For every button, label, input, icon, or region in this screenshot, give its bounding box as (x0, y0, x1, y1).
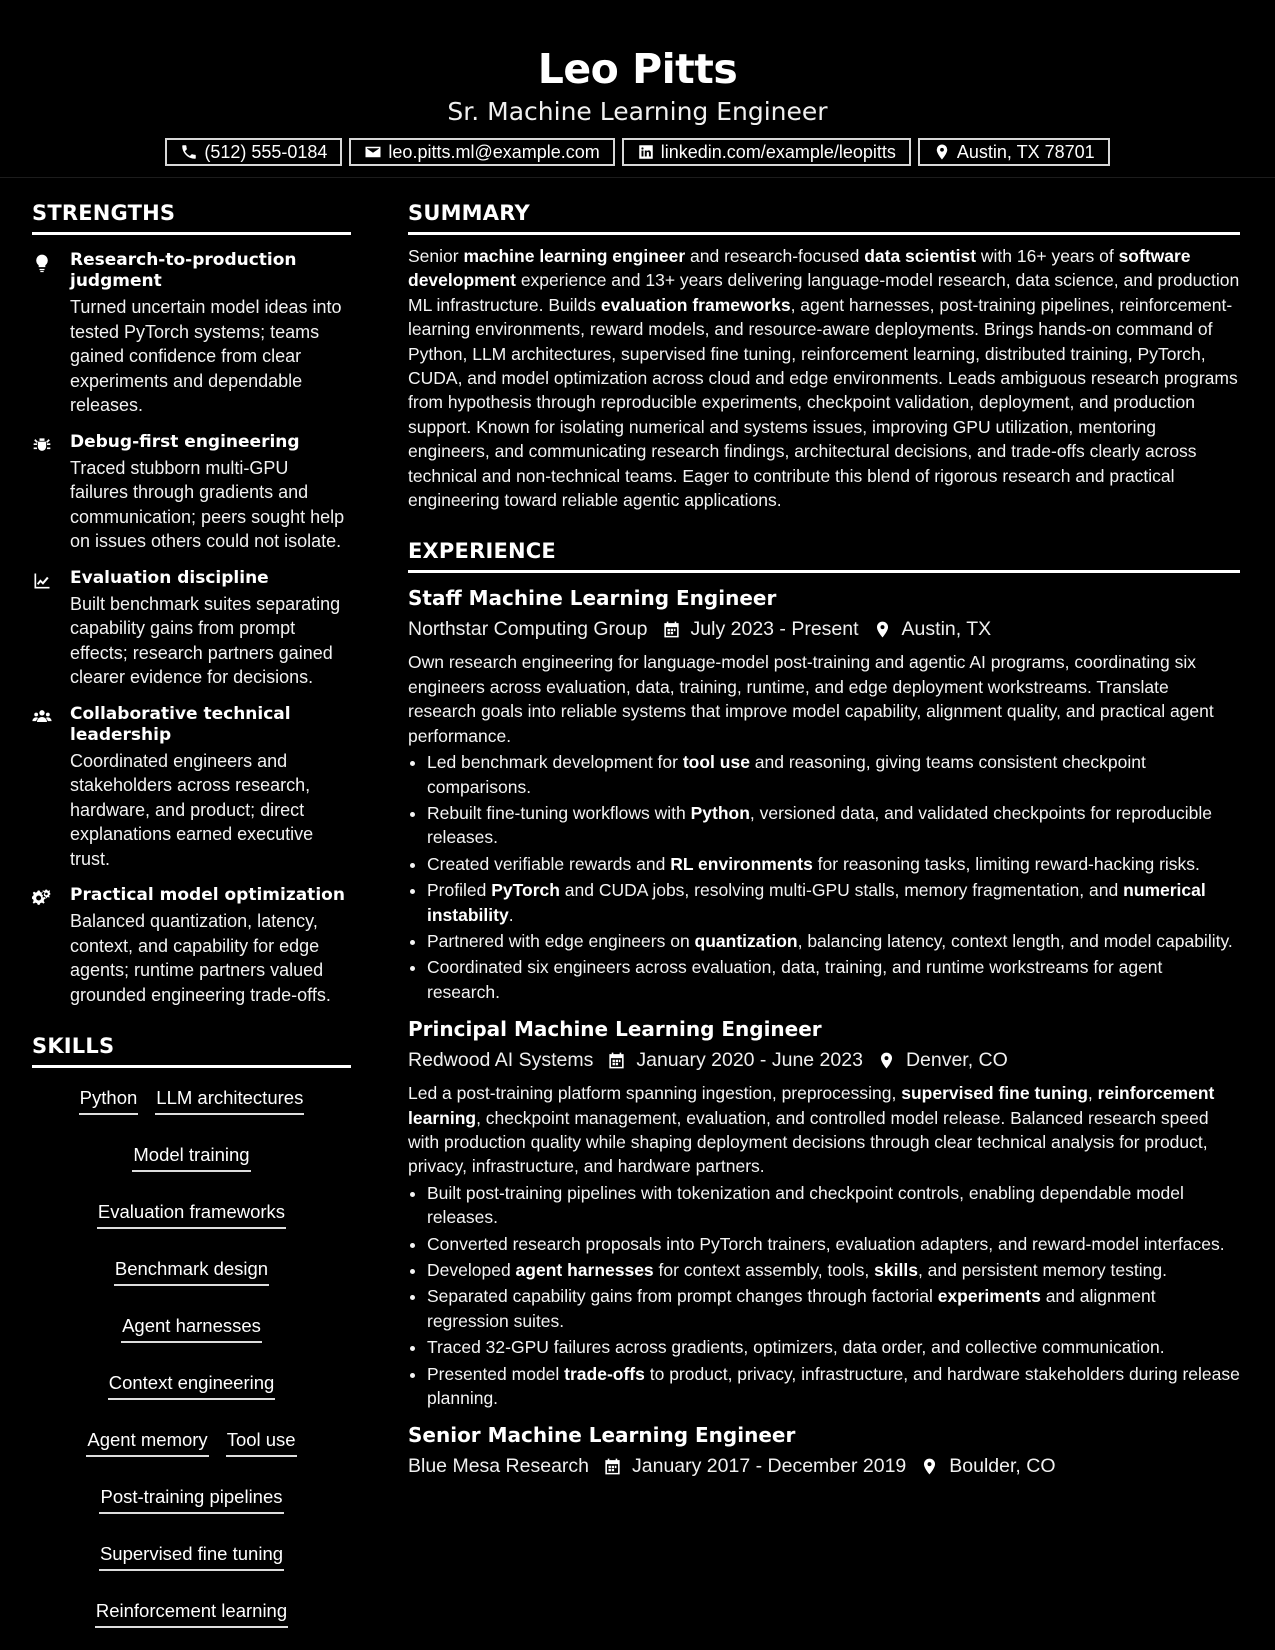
map-pin-icon (933, 143, 951, 161)
strength-item (32, 704, 351, 872)
skill-tag: Agent memory (86, 1428, 208, 1457)
strength-desc: Built benchmark suites separating capability gains from prompt effects; research partners gained clearer evidence for decisions. (70, 593, 341, 687)
users-icon (32, 707, 52, 727)
job-company: Redwood AI Systems (408, 1049, 594, 1072)
skills-list (32, 1086, 351, 1628)
summary-text: Senior machine learning engineer and research-focused data scientist with 16+ years of software development experience and 13+ years delivering language-model research, data science, and production ML infrastructure. Builds evaluation frameworks, agent harnesses, post-training pipelines, reinforcement-learning environments, reward models, and resource-aware deployments. Brings hands-on command of Python, LLM architectures, supervised fine tuning, reinforcement learning, distributed training, PyTorch, CUDA, and model optimization across cloud and edge environments. Leads ambiguous research programs from hypothesis through reproducible experiments, checkpoint validation, deployment, and production support. Known for isolating numerical and systems issues, improving GPU utilization, mentoring engineers, and communicating research findings, architectural decisions, and trade-offs clearly across technical and non-technical teams. Eager to contribute this blend of rigorous research and practical engineering toward reliable agentic applications. (408, 246, 1240, 511)
skill-tag: Evaluation frameworks (97, 1200, 286, 1229)
skill-tag: Supervised fine tuning (99, 1542, 284, 1571)
calendar-icon (603, 1457, 622, 1476)
job-company: Northstar Computing Group (408, 618, 648, 641)
skill-tag: Context engineering (108, 1371, 276, 1400)
candidate-name: Leo Pitts (537, 45, 738, 93)
summary-section (408, 195, 1240, 512)
strength-desc: Balanced quantization, latency, context, and capability for edge agents; runtime partners valued grounded engineering trade-offs. (70, 911, 331, 1005)
right-column (408, 195, 1240, 1481)
bullet-item: • Developed agent harnesses for context assembly, tools, skills, and persistent memory testing. (427, 1258, 1240, 1282)
job-location: Boulder, CO (949, 1455, 1056, 1478)
contact-bar (0, 138, 1275, 166)
job-description: Led a post-training platform spanning ingestion, preprocessing, supervised fine tuning, reinforcement learning, checkpoint management, evaluation, and controlled model release. Balanced research speed with production quality while shaping deployment decisions through clear technical analysis for product, privacy, infrastructure, and hardware partners. (408, 1083, 1215, 1177)
bullet-item: • Traced 32-GPU failures across gradients, optimizers, data order, and collective communication. (427, 1335, 1240, 1359)
skill-tag: Post-training pipelines (99, 1485, 283, 1514)
strength-title: Research-to-production judgment (70, 250, 297, 291)
bullet-item: • Created verifiable rewards and RL environments for reasoning tasks, limiting reward-hacking risks. (427, 852, 1240, 876)
bullet-item: • Converted research proposals into PyTorch trainers, evaluation adapters, and reward-model interfaces. (427, 1232, 1240, 1256)
calendar-icon (662, 620, 681, 639)
bug-icon (32, 435, 52, 455)
bullet-item: • Rebuilt fine-tuning workflows with Python, versioned data, and validated checkpoints for reproducible releases. (427, 801, 1240, 850)
job-entry (408, 1421, 1240, 1481)
job-bullets (408, 1181, 1240, 1411)
strengths-heading: STRENGTHS (32, 195, 351, 235)
strength-item (32, 568, 351, 690)
job-dates: January 2020 - June 2023 (636, 1049, 863, 1072)
job-description: Own research engineering for language-model post-training and agentic AI programs, coordinating six engineers across evaluation, data, training, runtime, and edge deployment workstreams. Translate research goals into reliable systems that improve model capability, alignment quality, and practical agent performance. (408, 652, 1214, 746)
contact-linkedin[interactable] (622, 138, 911, 166)
contact-email-text: leo.pitts.ml@example.com (388, 141, 600, 162)
job-title: Principal Machine Learning Engineer (408, 1017, 822, 1042)
experience-section (408, 533, 1240, 1481)
skill-tag: LLM architectures (155, 1086, 304, 1115)
contact-phone-text: (512) 555-0184 (204, 141, 328, 162)
job-dates: July 2023 - Present (690, 618, 859, 641)
bullet-item: • Led benchmark development for tool use and reasoning, giving teams consistent checkpoint comparisons. (427, 750, 1240, 799)
skill-tag: Reinforcement learning (95, 1599, 288, 1628)
job-entry (408, 584, 1240, 1004)
strength-title: Practical model optimization (70, 885, 345, 905)
job-meta (408, 1045, 1240, 1075)
strength-title: Collaborative technical leadership (70, 703, 291, 745)
contact-phone[interactable] (165, 138, 342, 166)
skills-heading: SKILLS (32, 1028, 351, 1068)
job-dates: January 2017 - December 2019 (632, 1455, 907, 1478)
skills-section (32, 1028, 351, 1628)
experience-heading: EXPERIENCE (408, 533, 1240, 573)
job-bullets (408, 750, 1240, 1004)
left-column (32, 195, 351, 1628)
strength-desc: Traced stubborn multi-GPU failures through gradients and communication; peers sought help on issues others could not isolate. (70, 457, 345, 551)
candidate-title: Sr. Machine Learning Engineer (447, 97, 828, 126)
contact-location[interactable] (918, 138, 1110, 166)
calendar-icon (607, 1051, 626, 1070)
job-title: Senior Machine Learning Engineer (408, 1423, 796, 1448)
job-entry (408, 1015, 1240, 1410)
strength-desc: Coordinated engineers and stakeholders across research, hardware, and product; direct explanations earned executive trust. (70, 750, 314, 869)
contact-linkedin-text: linkedin.com/example/leopitts (660, 141, 896, 162)
lightbulb-icon (32, 253, 52, 273)
envelope-icon (364, 143, 382, 161)
skill-tag: Model training (132, 1143, 250, 1172)
job-location: Austin, TX (901, 618, 992, 641)
phone-icon (180, 143, 198, 161)
line-chart-icon (32, 571, 52, 591)
strength-title: Evaluation discipline (70, 567, 269, 588)
bullet-item: • Separated capability gains from prompt changes through factorial experiments and alignment regression suites. (427, 1284, 1240, 1333)
map-pin-icon (920, 1457, 939, 1476)
bullet-item: • Presented model trade-offs to product, privacy, infrastructure, and hardware stakeholders during release planning. (427, 1362, 1240, 1411)
strength-item (32, 432, 351, 554)
gears-icon (32, 888, 52, 908)
strengths-section (32, 195, 351, 1007)
skill-tag: Tool use (226, 1428, 297, 1457)
resume-header (0, 0, 1275, 178)
strength-title: Debug-first engineering (70, 431, 300, 452)
bullet-item: • Partnered with edge engineers on quantization, balancing latency, context length, and model capability. (427, 929, 1240, 953)
linkedin-icon (637, 143, 655, 161)
strength-item (32, 885, 351, 1007)
summary-heading: SUMMARY (408, 195, 1240, 235)
job-meta (408, 614, 1240, 644)
contact-email[interactable] (349, 138, 614, 166)
job-company: Blue Mesa Research (408, 1455, 590, 1478)
map-pin-icon (873, 620, 892, 639)
strength-desc: Turned uncertain model ideas into tested PyTorch systems; teams gained confidence from clear experiments and dependable releases. (70, 297, 342, 415)
strength-item (32, 250, 351, 418)
bullet-item: • Built post-training pipelines with tokenization and checkpoint controls, enabling dependable model releases. (427, 1181, 1240, 1230)
bullet-item: • Profiled PyTorch and CUDA jobs, resolving multi-GPU stalls, memory fragmentation, and numerical instability. (427, 878, 1240, 927)
map-pin-icon (877, 1051, 896, 1070)
job-meta (408, 1451, 1240, 1481)
skill-tag: Python (79, 1086, 139, 1115)
contact-location-text: Austin, TX 78701 (956, 141, 1095, 162)
bullet-item: • Coordinated six engineers across evaluation, data, training, and runtime workstreams for agent research. (427, 955, 1240, 1004)
skill-tag: Benchmark design (114, 1257, 269, 1286)
job-location: Denver, CO (905, 1049, 1008, 1072)
skill-tag: Agent harnesses (121, 1314, 262, 1343)
job-title: Staff Machine Learning Engineer (408, 586, 777, 611)
